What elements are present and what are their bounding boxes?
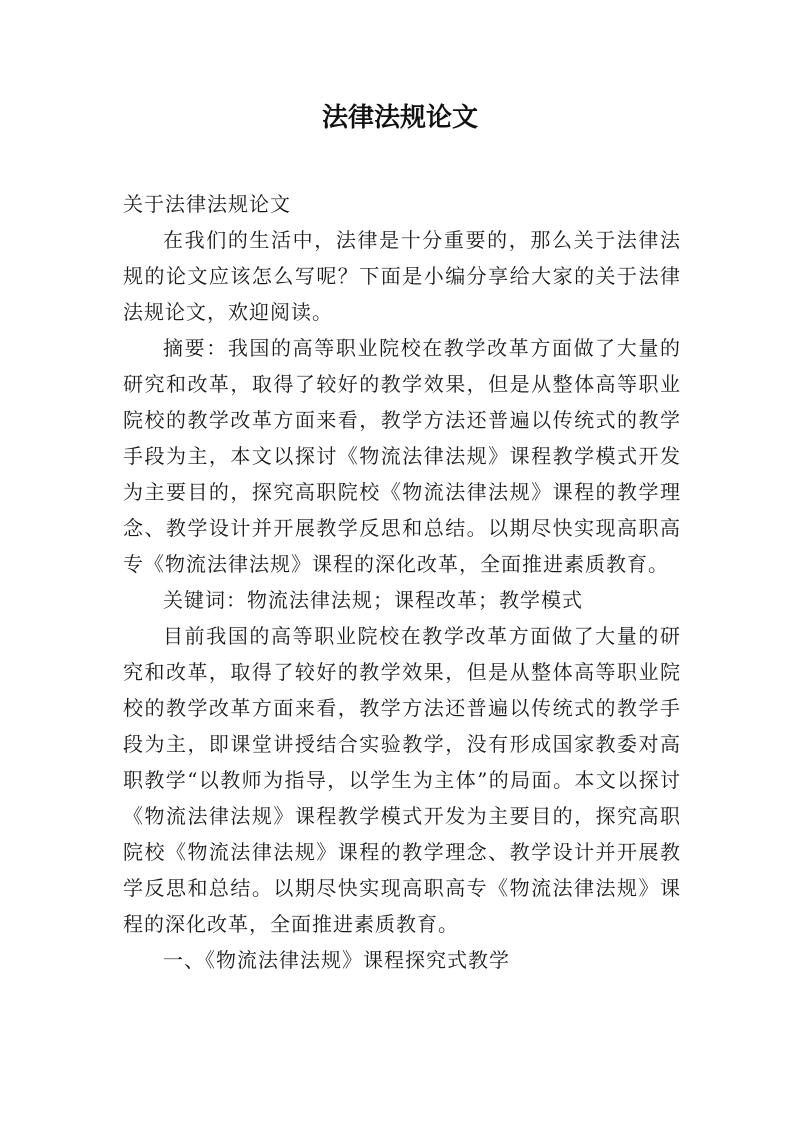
paragraph-subtitle: 关于法律法规论文 xyxy=(123,192,291,216)
paragraph-body: 目前我国的高等职业院校在教学改革方面做了大量的研究和改革，取得了较好的教学效果，但是从整体高等职业院校的教学改革方面来看，教学方法还普遍以传统式的教学手段为主，即课堂讲授结合实验教学，没有形成国家教委对高职教学“以教师为指导，以学生为主体”的局面。本文以探讨《物流法律法规》课程教学模式开发为主要目的，探究高职院校《物流法律法规》课程的教学理念、教学设计并开展教学反思和总结。以期尽快实现高职高专《物流法律法规》课程的深化改革，全面推进素质教育。 xyxy=(123,624,681,936)
section-heading: 一、《物流法律法规》课程探究式教学 xyxy=(163,948,510,972)
paragraph-intro: 在我们的生活中，法律是十分重要的，那么关于法律法规的论文应该怎么写呢？下面是小编分享给大家的关于法律法规论文，欢迎阅读。 xyxy=(123,228,681,324)
document-title: 法律法规论文 xyxy=(321,103,478,133)
paragraph-keywords: 关键词：物流法律法规；课程改革；教学模式 xyxy=(163,588,583,612)
document-body xyxy=(123,186,681,978)
paragraph-abstract: 摘要：我国的高等职业院校在教学改革方面做了大量的研究和改革，取得了较好的教学效果，但是从整体高等职业院校的教学改革方面来看，教学方法还普遍以传统式的教学手段为主，本文以探讨《物流法律法规》课程教学模式开发为主要目的，探究高职院校《物流法律法规》课程的教学理念、教学设计并开展教学反思和总结。以期尽快实现高职高专《物流法律法规》课程的深化改革，全面推进素质教育。 xyxy=(123,336,681,576)
